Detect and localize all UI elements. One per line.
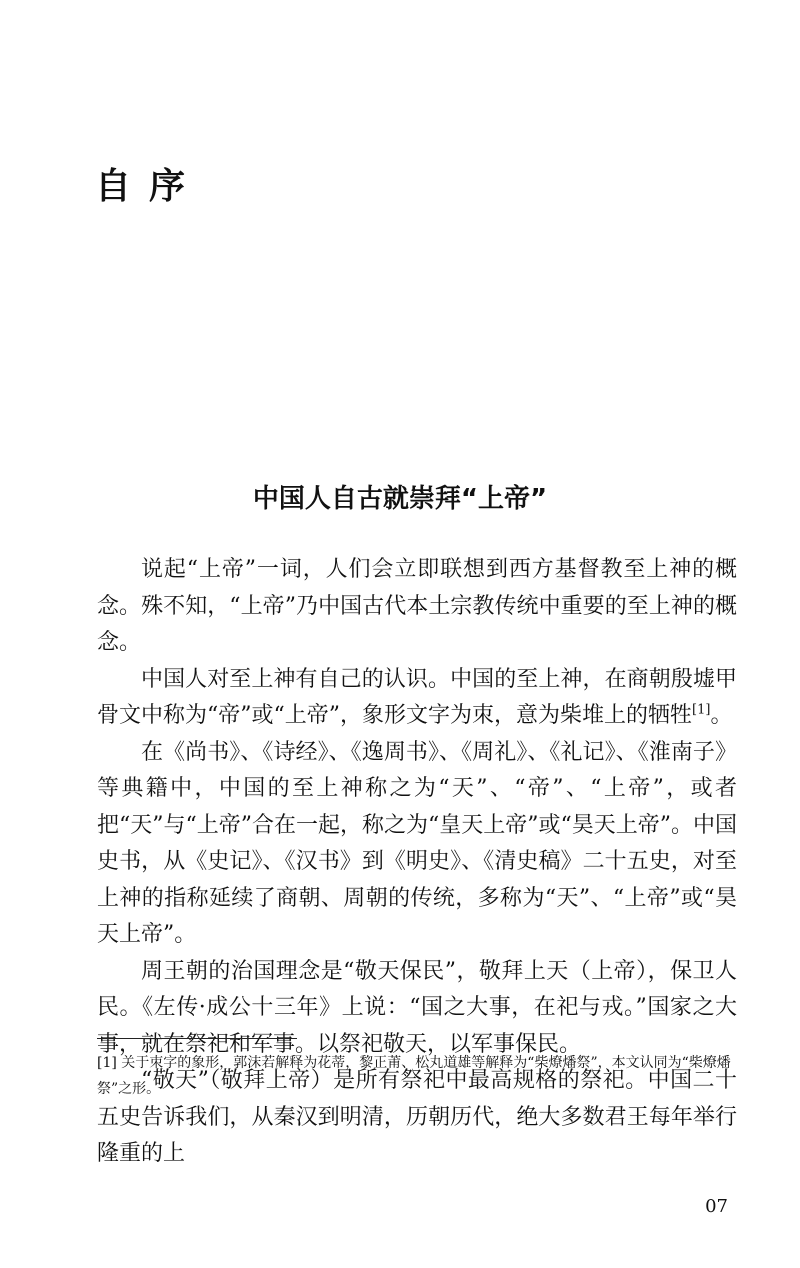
footnote-text: 关于朿字的象形，郭沫若解释为花蒂，黎正莆、松丸道雄等解释为“柴燎燔祭”，本文认同为“柴燎燔祭”之形。 [97,1055,731,1097]
oracle-glyph: 朿 [472,703,495,728]
paragraph-2-text-a: 中国人对至上神有自己的认识。中国的至上神，在商朝殷墟甲骨文中称为“帝”或“上帝”，象形文字为 [97,666,737,728]
footnote-divider [97,1038,297,1039]
paragraph-2 [97,662,737,735]
paragraph-2-text-c: 。 [710,703,733,728]
paragraph-5: “敬天”（敬拜上帝）是所有祭祀中最高规格的祭祀。中国二十五史告诉我们，从秦汉到明清，历朝历代，绝大多数君王每年举行隆重的上 [97,1068,737,1166]
paragraph-3: 在《尚书》、《诗经》、《逸周书》、《周礼》、《礼记》、《淮南子》等典籍中，中国的至上神称之为“天”、“帝”、“上帝”，或者把“天”与“上帝”合在一起，称之为“皇天上帝”或“昊天上帝”。中国史书，从《史记》、《汉书》到《明史》、《清史稿》二十五史，对至上神的指称延续了商朝、周朝的传统，多称为“天”、“上帝”或“昊天上帝”。 [97,739,737,947]
paragraph-1: 说起“上帝”一词，人们会立即联想到西方基督教至上神的概念。殊不知，“上帝”乃中国古代本土宗教传统中重要的至上神的概念。 [97,557,737,655]
chapter-title: 自序 [95,166,204,207]
paragraph-2-text-b: ，意为柴堆上的牺牲 [494,703,693,728]
page-number: 07 [705,1196,728,1217]
section-title: 中国人自古就崇拜“上帝” [252,484,548,514]
footnote-reference[interactable]: [1] [692,702,711,718]
paragraph-4: 周王朝的治国理念是“敬天保民”，敬拜上天（上帝），保卫人民。《左传·成公十三年》上说：“国之大事，在祀与戎。”国家之大事，就在祭祀和军事。以祭祀敬天，以军事保民。 [97,958,737,1057]
footnote [97,1050,737,1102]
footnote-marker: [1] [97,1055,117,1071]
